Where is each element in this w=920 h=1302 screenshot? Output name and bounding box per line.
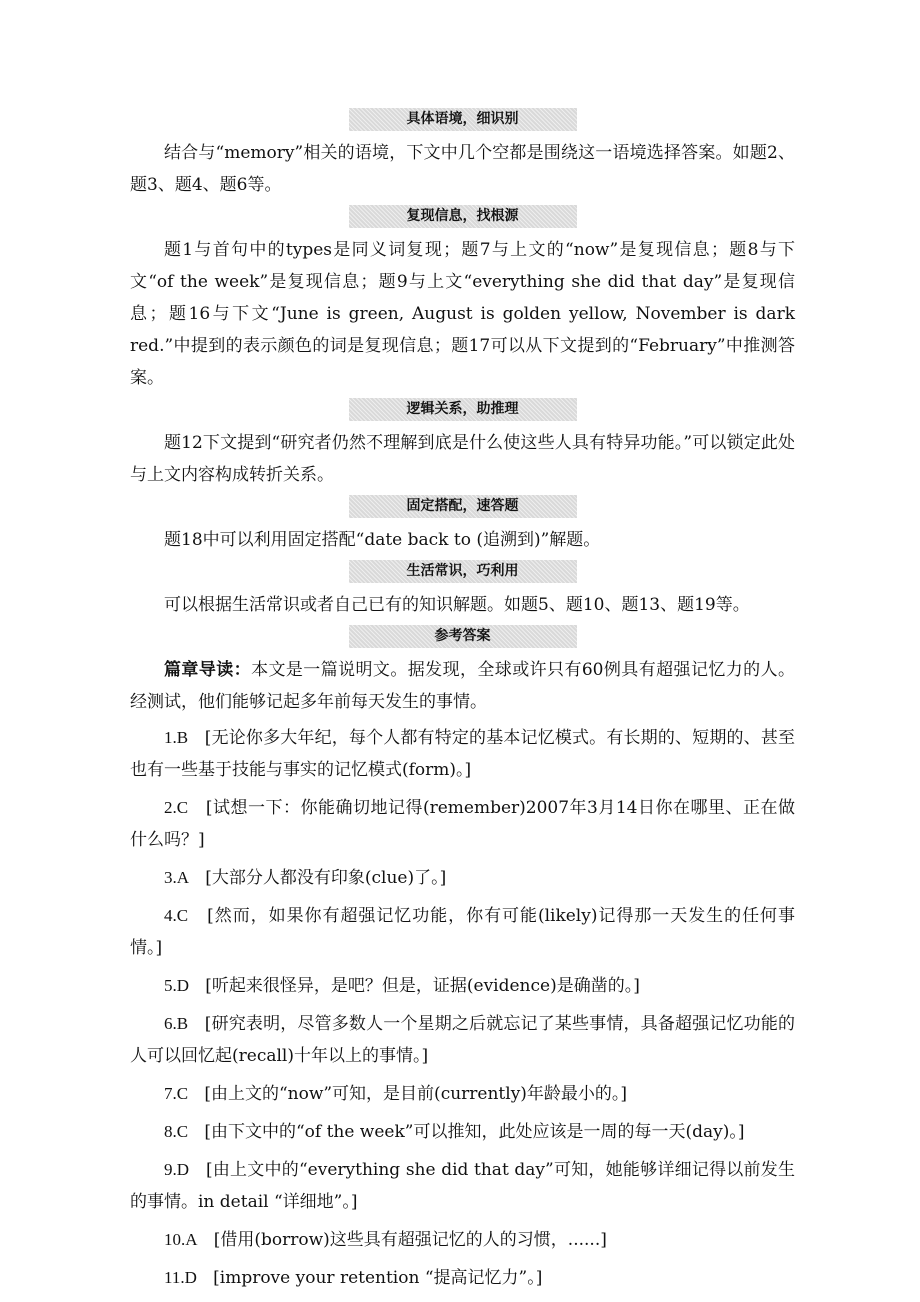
answer-item	[130, 1116, 795, 1148]
answer-number: 3.A	[164, 868, 190, 887]
answer-number: 1.B	[164, 728, 189, 747]
document-content	[130, 108, 795, 1300]
chapter-guide-text: 本文是一篇说明文。据发现，全球或许只有60例具有超强记忆力的人。经测试，他们能够记起多年前每天发生的事情。	[130, 660, 796, 712]
answer-number: 6.B	[164, 1014, 189, 1033]
answer-item	[130, 1154, 795, 1218]
answer-number: 5.D	[164, 976, 190, 995]
answer-item	[130, 1008, 795, 1072]
answer-explanation: [大部分人都没有印象(clue)了。]	[205, 868, 447, 888]
section-banner-5: 生活常识，巧利用	[349, 560, 577, 583]
answer-explanation: [研究表明，尽管多数人一个星期之后就忘记了某些事情，具备超强记忆功能的人可以回忆起(recall)十年以上的事情。]	[130, 1014, 795, 1066]
answer-item	[130, 722, 795, 786]
answer-explanation: [improve your retention “提高记忆力”。]	[213, 1268, 543, 1288]
answer-number: 8.C	[164, 1122, 189, 1141]
answer-spacer	[188, 1122, 204, 1142]
answer-explanation: [然而，如果你有超强记忆功能，你有可能(likely)记得那一天发生的任何事情。]	[130, 906, 795, 958]
section-paragraph-2: 题1与首句中的types是同义词复现；题7与上文的“now”是复现信息；题8与下文“of the week”是复现信息；题9与上文“everything she did that day”是复现信息；题16与下文“June is green, August is golden yellow, November is dark red.”中提到的表示颜色的词是复现信息；题17可以从下文提到的“February”中推测答案。	[130, 240, 795, 388]
answer-number: 4.C	[164, 906, 189, 925]
answer-spacer	[188, 1014, 205, 1034]
answer-number: 11.D	[164, 1268, 197, 1287]
section-paragraph-1: 结合与“memory”相关的语境，下文中几个空都是围绕这一语境选择答案。如题2、题3、题4、题6等。	[130, 143, 795, 195]
answer-spacer	[189, 976, 205, 996]
answer-spacer	[189, 868, 205, 888]
section-banner-4: 固定搭配，速答题	[349, 495, 577, 518]
answer-explanation: [试想一下：你能确切地记得(remember)2007年3月14日你在哪里、正在做什么吗？]	[130, 798, 795, 850]
answer-explanation: [由下文中的“of the week”可以推知，此处应该是一周的每一天(day)。]	[204, 1122, 745, 1142]
answer-spacer	[189, 1160, 206, 1180]
answer-item	[130, 1262, 795, 1294]
section-paragraph-3: 题12下文提到“研究者仍然不理解到底是什么使这些人具有特异功能。”可以锁定此处与上文内容构成转折关系。	[130, 433, 795, 485]
answer-explanation: [借用(borrow)这些具有超强记忆的人的习惯，......]	[213, 1230, 607, 1250]
section-paragraph-4: 题18中可以利用固定搭配“date back to (追溯到)”解题。	[164, 530, 601, 550]
section-paragraph-5: 可以根据生活常识或者自己已有的知识解题。如题5、题10、题13、题19等。	[164, 595, 750, 615]
answer-item	[130, 792, 795, 856]
answer-spacer	[188, 798, 206, 818]
answer-item	[130, 900, 795, 964]
answer-item	[130, 1078, 795, 1110]
chapter-guide	[130, 654, 795, 718]
answer-list	[130, 722, 795, 1294]
answer-spacer	[188, 906, 207, 926]
answer-explanation: [由上文中的“everything she did that day”可知，她能够详细记得以前发生的事情。in detail “详细地”。]	[130, 1160, 796, 1212]
answer-item	[130, 970, 795, 1002]
answer-number: 10.A	[164, 1230, 198, 1249]
answer-spacer	[188, 728, 205, 748]
answer-explanation: [听起来很怪异，是吧？但是，证据(evidence)是确凿的。]	[205, 976, 640, 996]
section-banner-3: 逻辑关系，助推理	[349, 398, 577, 421]
answer-explanation: [由上文的“now”可知，是目前(currently)年龄最小的。]	[204, 1084, 628, 1104]
answer-number: 2.C	[164, 798, 189, 817]
answer-spacer	[198, 1230, 214, 1250]
answer-item	[130, 1224, 795, 1256]
answer-number: 9.D	[164, 1160, 190, 1179]
chapter-guide-label: 篇章导读：	[164, 660, 252, 680]
section-banner-2: 复现信息，找根源	[349, 205, 577, 228]
answer-spacer	[197, 1268, 213, 1288]
section-banner-1: 具体语境，细识别	[349, 108, 577, 131]
answer-explanation: [无论你多大年纪，每个人都有特定的基本记忆模式。有长期的、短期的、甚至也有一些基于技能与事实的记忆模式(form)。]	[130, 728, 795, 780]
answer-item	[130, 862, 795, 894]
answer-spacer	[188, 1084, 204, 1104]
answers-banner: 参考答案	[349, 625, 577, 648]
answer-number: 7.C	[164, 1084, 189, 1103]
